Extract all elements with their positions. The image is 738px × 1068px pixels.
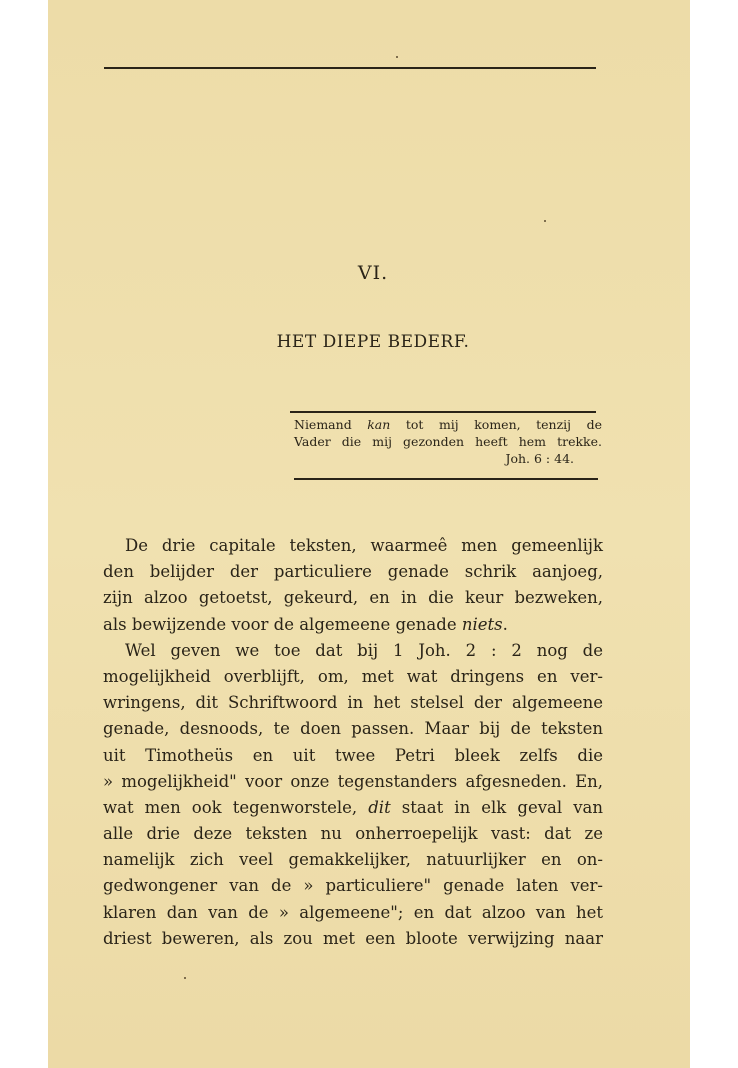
header-rule — [104, 67, 596, 69]
paper-speck — [544, 220, 546, 222]
text-line: uit Timotheüs en uit twee Petri bleek zelfs die — [103, 745, 603, 765]
text-line: klaren dan van de » algemeene"; en dat alzoo van het — [103, 902, 603, 922]
text-line: Wel geven we toe dat bij 1 Joh. 2 : 2 nog de — [125, 640, 603, 660]
text-line: gedwongener van de » particuliere" genade laten ver- — [103, 876, 603, 896]
text-line: als bewijzende voor de algemeene genade niets. — [103, 614, 508, 634]
text-line: De drie capitale teksten, waarmeê men gemeenlijk — [125, 536, 603, 555]
epigraph-bottom-rule — [294, 478, 598, 480]
book-page — [48, 0, 690, 1068]
text-line: wat men ook tegenworstele, dit staat in elk geval van — [103, 797, 604, 817]
text-line: namelijk zich veel gemakkelijker, natuurlijker en on- — [103, 850, 603, 870]
chapter-number: VI. — [357, 262, 389, 284]
text-line: mogelijkheid overblijft, om, met wat dringens en ver- — [103, 666, 603, 686]
text-line: genade, desnoods, te doen passen. Maar bij de teksten — [103, 719, 603, 739]
epigraph-reference: Joh. 6 : 44. — [505, 451, 574, 466]
body-text — [103, 533, 603, 952]
text-line: den belijder der particuliere genade schrik aanjoeg, — [103, 562, 603, 582]
epigraph-line: Niemand kan tot mij komen, tenzij de — [294, 417, 602, 432]
text-line: alle drie deze teksten nu onherroepelijk vast: dat ze — [103, 824, 603, 844]
epigraph-line: Vader die mij gezonden heeft hem trekke. — [294, 434, 602, 449]
epigraph-top-rule — [290, 411, 596, 413]
text-line: wringens, dit Schriftwoord in het stelsel der algemeene — [103, 693, 603, 713]
text-line: driest beweren, als zou met een bloote verwijzing naar — [103, 928, 603, 948]
paper-speck — [396, 56, 398, 58]
paper-speck — [184, 977, 186, 979]
text-line: zijn alzoo getoetst, gekeurd, en in die keur bezweken, — [103, 588, 603, 608]
text-line: » mogelijkheid" voor onze tegenstanders afgesneden. En, — [103, 771, 603, 791]
chapter-title: HET DIEPE BEDERF. — [276, 332, 470, 352]
epigraph — [294, 416, 602, 467]
